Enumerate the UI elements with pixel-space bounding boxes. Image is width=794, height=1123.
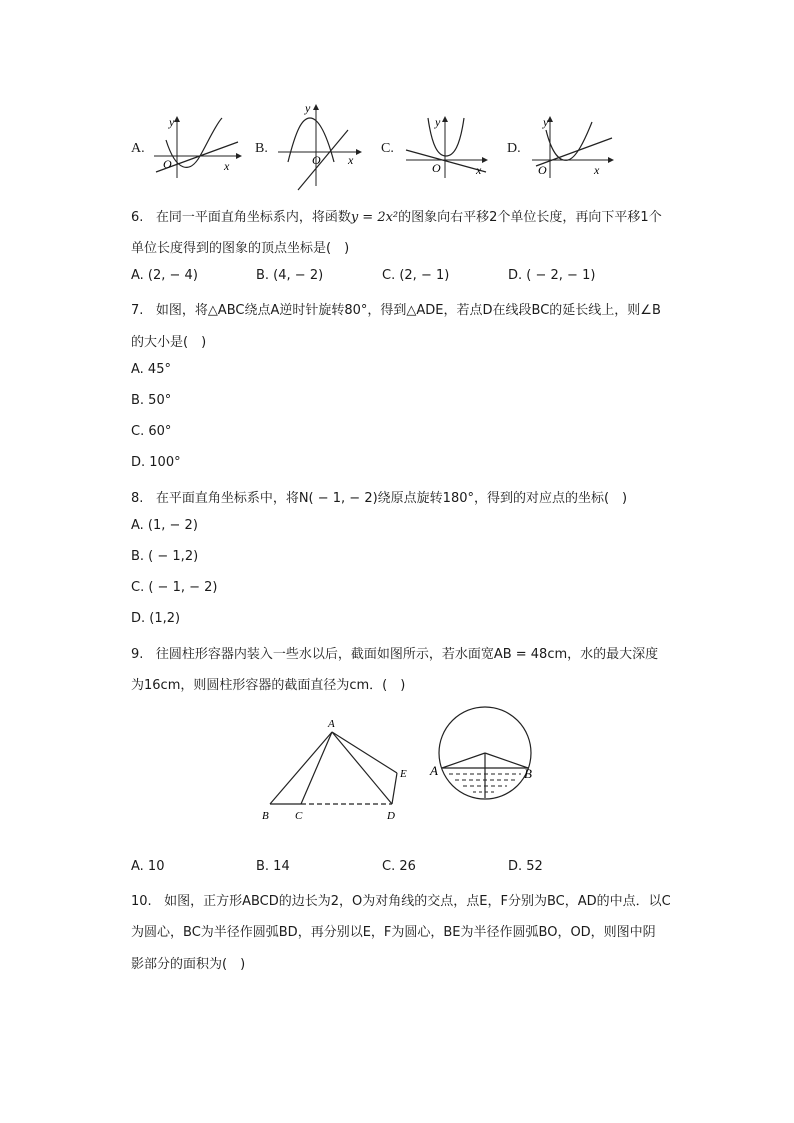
triangle-rotation-figure xyxy=(255,715,415,825)
q7-number: 7. xyxy=(131,303,144,318)
q5b-o-label: O xyxy=(312,153,321,167)
q10-line-2: 为圆心，BC为半径作圆弧BD，再分别以E，F为圆心，BE为半径作圆弧BO，OD，则图中阴 xyxy=(131,925,656,940)
q8-option-d[interactable]: D. (1,2) xyxy=(131,611,181,626)
q9-number: 9. xyxy=(131,647,144,662)
q5d-y-label: y xyxy=(543,115,549,129)
q6-number: 6. xyxy=(131,210,144,225)
tri-label-c: C xyxy=(295,810,303,822)
q6-text-a: 在同一平面直角坐标系内，将函数 xyxy=(155,210,351,225)
q9-option-c[interactable]: C. 26 xyxy=(382,859,416,874)
q6-line-2: 单位长度得到的图象的顶点坐标是( ) xyxy=(131,241,350,256)
q5-graph-a[interactable] xyxy=(150,112,245,182)
q9-option-a[interactable]: A. 10 xyxy=(131,859,165,874)
tri-label-b: B xyxy=(262,810,269,822)
q5-graph-d[interactable] xyxy=(528,112,623,182)
q6-option-d[interactable]: D. ( − 2, − 1) xyxy=(508,268,596,283)
q6-text-b: 的图象向右平移2个单位长度，再向下平移1个 xyxy=(398,210,662,225)
q5d-o-label: O xyxy=(538,163,547,177)
q9-option-b[interactable]: B. 14 xyxy=(256,859,290,874)
tri-label-a: A xyxy=(328,718,335,730)
q6-formula: y = 2x² xyxy=(350,210,399,225)
q5-option-b-label[interactable]: B. xyxy=(255,141,268,156)
q5d-x-label: x xyxy=(594,163,600,177)
q5c-y-label: y xyxy=(435,115,441,129)
circle-label-b: B xyxy=(524,766,532,781)
tri-label-d: D xyxy=(387,810,395,822)
q5a-y-label: y xyxy=(169,115,175,129)
q10-number: 10. xyxy=(131,894,152,909)
q6-option-b[interactable]: B. (4, − 2) xyxy=(256,268,324,283)
q9-text-1: 往圆柱形容器内装入一些水以后，截面如图所示，若水面宽AB = 48cm，水的最大深度 xyxy=(155,647,659,662)
q5a-o-label: O xyxy=(163,157,172,171)
q8-option-a[interactable]: A. (1, − 2) xyxy=(131,518,198,533)
q7-option-a[interactable]: A. 45° xyxy=(131,362,171,377)
q6-line-1 xyxy=(131,206,662,225)
q7-line-2: 的大小是( ) xyxy=(131,335,207,350)
tri-label-e: E xyxy=(400,768,407,780)
q5a-x-label: x xyxy=(224,159,230,173)
circle-cross-section-figure xyxy=(425,700,545,810)
q8-option-c[interactable]: C. ( − 1, − 2) xyxy=(131,580,218,595)
q8-option-b[interactable]: B. ( − 1,2) xyxy=(131,549,199,564)
q5-graph-c[interactable] xyxy=(402,112,497,182)
q9-option-d[interactable]: D. 52 xyxy=(508,859,543,874)
q5-option-d-label[interactable]: D. xyxy=(507,141,521,156)
q5-option-c-label[interactable]: C. xyxy=(381,141,394,156)
q9-line-1 xyxy=(131,643,658,662)
q5b-y-label: y xyxy=(305,101,311,115)
q8-line-1 xyxy=(131,487,627,506)
q5b-x-label: x xyxy=(348,153,354,167)
q10-line-3: 影部分的面积为( ) xyxy=(131,957,246,972)
q7-option-c[interactable]: C. 60° xyxy=(131,424,172,439)
q8-text-1: 在平面直角坐标系中，将N( − 1, − 2)绕原点旋转180°，得到的对应点的坐标( ) xyxy=(155,491,628,506)
q7-line-1 xyxy=(131,299,661,318)
circle-label-a: A xyxy=(430,763,438,778)
q5-graph-b[interactable] xyxy=(276,100,366,192)
q10-text-1: 如图，正方形ABCD的边长为2，O为对角线的交点，点E，F分别为BC，AD的中点．以C xyxy=(164,894,671,909)
q7-text-1: 如图，将△ABC绕点A逆时针旋转80°，得到△ADE，若点D在线段BC的延长线上，则∠B xyxy=(155,303,661,318)
q5c-o-label: O xyxy=(432,161,441,175)
q10-line-1 xyxy=(131,890,671,909)
q7-option-b[interactable]: B. 50° xyxy=(131,393,172,408)
q7-option-d[interactable]: D. 100° xyxy=(131,455,181,470)
q5-option-a-label[interactable]: A. xyxy=(131,141,145,156)
q8-number: 8. xyxy=(131,491,144,506)
q5c-x-label: x xyxy=(476,163,482,177)
q6-option-a[interactable]: A. (2, − 4) xyxy=(131,268,198,283)
q9-line-2: 为16cm，则圆柱形容器的截面直径为cm．( ) xyxy=(131,678,406,693)
q6-option-c[interactable]: C. (2, − 1) xyxy=(382,268,450,283)
